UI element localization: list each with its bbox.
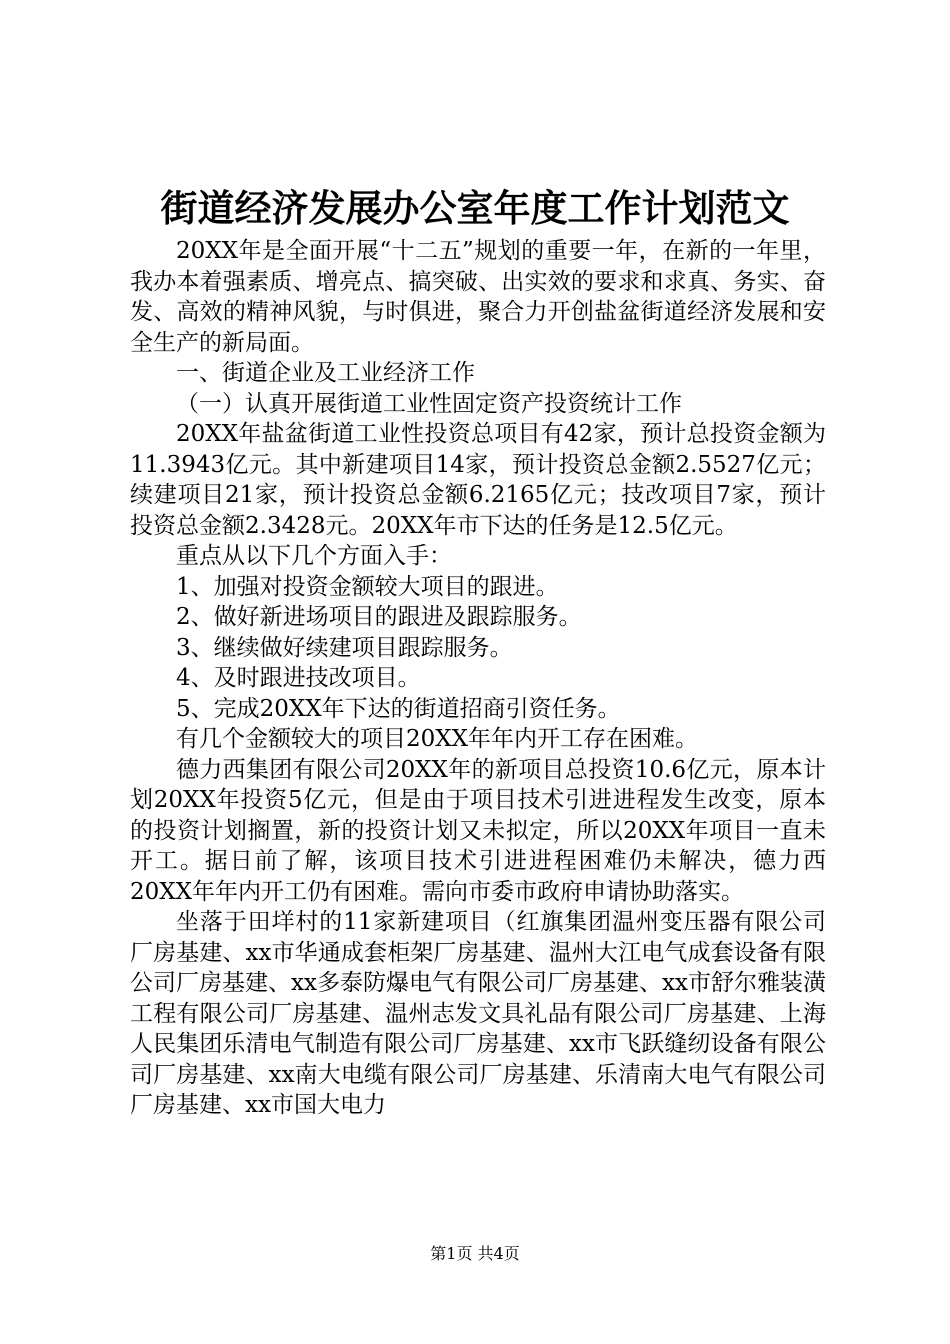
list-item-4: 4、及时跟进技改项目。 xyxy=(176,665,421,691)
paragraph-focus-intro: 重点从以下几个方面入手： xyxy=(176,543,452,569)
paragraph-tianyang: 坐落于田垟村的11家新建项目（红旗集团温州变压器有限公司厂房基建、xx市华通成套柜架厂房基建、温州大江电气成套设备有限公司厂房基建、xx多泰防爆电气有限公司厂房基建、xx市舒尔雅装潢工程有限公司厂房基建、温州志发文具礼品有限公司厂房基建、上海人民集团乐清电气制造有限公司厂房基建、xx市飞跃缝纫设备有限公司厂房基建、xx南大电缆有限公司厂房基建、乐清南大电气有限公司厂房基建、xx市国大电力 xyxy=(130,909,826,1118)
list-item-2: 2、做好新进场项目的跟进及跟踪服务。 xyxy=(176,604,582,630)
list-item-3: 3、继续做好续建项目跟踪服务。 xyxy=(176,634,513,661)
document-title: 街道经济发展办公室年度工作计划范文 xyxy=(160,186,790,230)
paragraph-difficulty: 有几个金额较大的项目20XX年年内开工存在困难。 xyxy=(176,726,699,752)
section-heading-1: 一、街道企业及工业经济工作 xyxy=(176,360,475,386)
list-item-5: 5、完成20XX年下达的街道招商引资任务。 xyxy=(176,695,621,722)
page-footer: 第1页 共4页 xyxy=(430,1244,520,1263)
document-body xyxy=(130,236,826,1121)
paragraph-intro: 20XX年是全面开展“十二五”规划的重要一年，在新的一年里，我办本着强素质、增亮点、搞突破、出实效的要求和求真、务实、奋发、高效的精神风貌，与时俱进，聚合力开创盐盆街道经济发展和安全生产的新局面。 xyxy=(130,238,826,356)
subsection-heading-1: （一）认真开展街道工业性固定资产投资统计工作 xyxy=(176,390,682,417)
paragraph-delixi: 德力西集团有限公司20XX年的新项目总投资10.6亿元，原本计划20XX年投资5亿元，但是由于项目技术引进进程发生改变，原本的投资计划搁置，新的投资计划又未拟定，所以20XX年项目一直未开工。据日前了解，该项目技术引进进程困难仍未解决，德力西20XX年年内开工仍有困难。需向市委市政府申请协助落实。 xyxy=(130,756,826,905)
list-item-1: 1、加强对投资金额较大项目的跟进。 xyxy=(176,573,559,600)
paragraph-investment-stats: 20XX年盐盆街道工业性投资总项目有42家，预计总投资金额为11.3943亿元。其中新建项目14家，预计投资总金额2.5527亿元；续建项目21家，预计投资总金额6.2165亿元；技改项目7家，预计投资总金额2.3428元。20XX年市下达的任务是12.5亿元。 xyxy=(130,421,826,539)
